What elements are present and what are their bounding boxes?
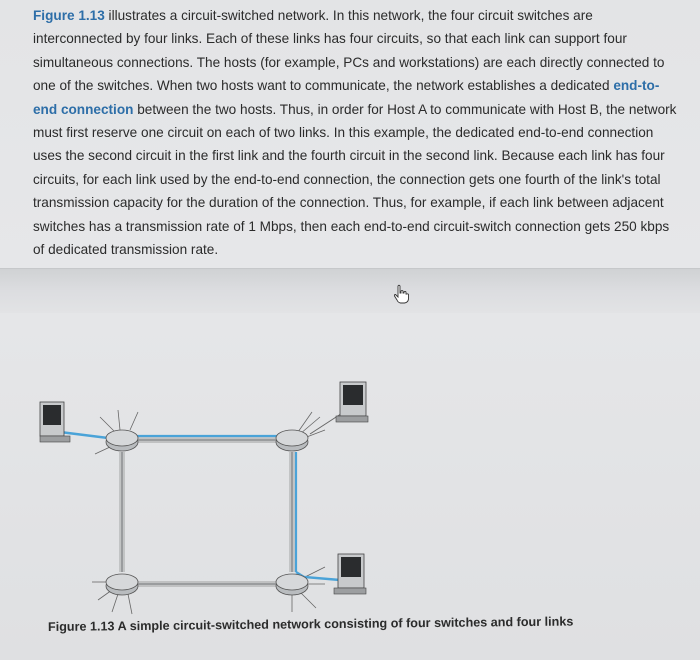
key-term: end-to-end connection — [33, 78, 660, 117]
circuit-switched-network-diagram — [20, 372, 400, 632]
section-divider — [0, 268, 700, 313]
switch-icon — [276, 574, 308, 595]
switch-icon — [276, 430, 308, 451]
figure-area — [0, 312, 700, 660]
link-right — [290, 452, 296, 572]
switch-icon — [106, 574, 138, 595]
paragraph-text — [33, 4, 683, 261]
computer-icon — [334, 554, 366, 594]
switch-icon — [106, 430, 138, 451]
caption-number: Figure 1.13 — [47, 619, 115, 634]
paragraph-part1: illustrates a circuit-switched network. In this network, the four circuit switches are interconnected by four links. Each of these links has four circuits, so that each link can support four simultaneous connections. The hosts (for example, PCs and workstations) are each directly connected to one of the switches. When two hosts want to communicate, the network establishes a dedicated — [33, 8, 665, 94]
link-left — [120, 452, 124, 572]
hand-cursor-icon — [392, 284, 410, 304]
computer-icon — [40, 402, 70, 442]
link-top — [135, 436, 285, 442]
computer-icon — [336, 382, 368, 422]
figure-reference-link[interactable]: Figure 1.13 — [33, 8, 105, 23]
paragraph-part2: between the two hosts. Thus, in order for Host A to communicate with Host B, the network must first reserve one circuit on each of two links. In this example, the dedicated end-to-end connection uses the second circuit in the first link and the fourth circuit in the second link. Because each link has four circuits, for each link used by the end-to-end connection, the connection gets one fourth of the link's total transmission capacity for the duration of the connection. Thus, for example, if each link between adjacent switches has a transmission rate of 1 Mbps, then each end-to-end circuit-switch connection gets 250 kbps of dedicated transmission rate. — [33, 101, 677, 258]
link-bottom — [135, 582, 285, 586]
body-paragraph — [33, 4, 683, 261]
caption-text: A simple circuit-switched network consisting of four switches and four links — [114, 614, 574, 634]
